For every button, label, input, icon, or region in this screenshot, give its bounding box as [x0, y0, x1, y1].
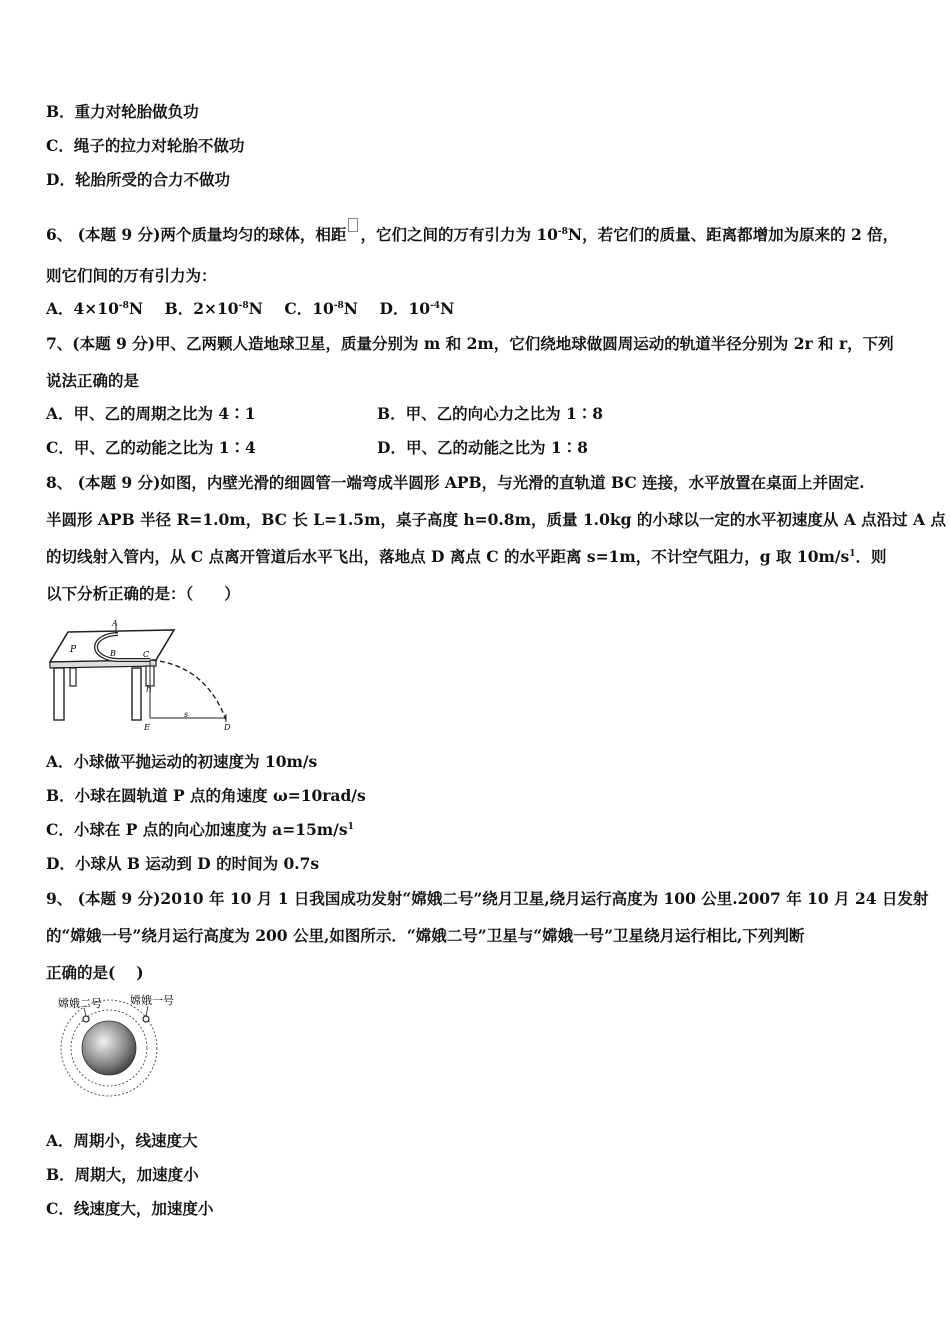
table-track-figure — [46, 620, 246, 735]
satellite-2-dot — [83, 1016, 89, 1022]
q8-option-a: A．小球做平抛运动的初速度为 10m/s — [46, 752, 318, 771]
label-c: C — [143, 650, 150, 659]
label-change2: 嫦娥二号 — [58, 997, 102, 1010]
q9-stem-line1: 9、 (本题 9 分)2010 年 10 月 1 日我国成功发射“嫦娥二号”绕月卫星,绕月运行高度为 100 公里.2007 年 10 月 24 日发射 — [46, 889, 929, 908]
q7-option-a: A．甲、乙的周期之比为 4∶1 — [46, 404, 256, 423]
q8-option-c: C．小球在 P 点的向心加速度为 $a=15m/s^1$ — [46, 820, 354, 839]
label-change1: 嫦娥一号 — [130, 994, 174, 1007]
q8-option-b: B．小球在圆轨道 P 点的角速度 ω=10rad/s — [46, 786, 366, 805]
q9-option-a: A．周期小，线速度大 — [46, 1131, 198, 1150]
q8-stem-line3: 的切线射入管内，从 C 点离开管道后水平飞出，落地点 D 离点 C 的水平距离 s=1m，不计空气阻力，g 取 $10m/s^1$．则 — [46, 547, 887, 566]
q6-stem-line1: 6、 (本题 9 分)两个质量均匀的球体，相距 ，它们之间的万有引力为 $10^{-8}N$，若它们的质量、距离都增加为原来的 2 倍， — [46, 218, 898, 245]
q8-stem-line2: 半圆形 APB 半径 R=1.0m，BC 长 L=1.5m，桌子高度 h=0.8m，质量 1.0kg 的小球以一定的水平初速度从 A 点沿过 A 点 — [46, 510, 946, 529]
q6-option-d: D．$10^{-4}N$ — [379, 299, 455, 318]
q5-option-d: D．轮胎所受的合力不做功 — [46, 170, 230, 189]
q6-option-b: B．$2\times 10^{-8}N$ — [164, 299, 263, 318]
q6-option-c: C．$10^{-8}N$ — [284, 299, 358, 318]
q9-option-b: B．周期大，加速度小 — [46, 1165, 199, 1184]
moon-orbit-figure — [54, 992, 184, 1112]
label-s: s — [184, 710, 189, 719]
q7-option-c: C．甲、乙的动能之比为 1∶4 — [46, 438, 256, 457]
q6-option-a: A．$4\times 10^{-8}N$ — [46, 299, 144, 318]
q5-option-b: B．重力对轮胎做负功 — [46, 102, 199, 121]
label-e: E — [144, 723, 150, 732]
q9-stem-line3: 正确的是( ) — [46, 963, 144, 982]
q7-stem-line2: 说法正确的是 — [46, 371, 140, 390]
label-h: h — [146, 685, 152, 695]
q8-option-d: D．小球从 B 运动到 D 的时间为 0.7s — [46, 854, 320, 873]
label-a: A — [112, 620, 118, 628]
q6-options — [46, 299, 454, 319]
q7-stem-line1: 7、(本题 9 分)甲、乙两颗人造地球卫星，质量分别为 m 和 2m，它们绕地球做圆周运动的轨道半径分别为 2r 和 r，下列 — [46, 334, 894, 353]
q9-option-c: C．线速度大，加速度小 — [46, 1199, 214, 1218]
q7-option-b: B．甲、乙的向心力之比为 1∶8 — [377, 404, 604, 423]
q9-stem-line2: 的“嫦娥一号”绕月运行高度为 200 公里,如图所示．“嫦娥二号”卫星与“嫦娥一号”卫星绕月运行相比,下列判断 — [46, 926, 805, 945]
label-p: P — [70, 645, 77, 655]
q5-option-c: C．绳子的拉力对轮胎不做功 — [46, 136, 245, 155]
q8-stem-line4: 以下分析正确的是：（ ） — [46, 584, 240, 603]
q8-stem-line1: 8、 (本题 9 分)如图，内壁光滑的细圆管一端弯成半圆形 APB，与光滑的直轨道 BC 连接，水平放置在桌面上并固定. — [46, 473, 865, 492]
label-d: D — [224, 723, 231, 732]
satellite-1-dot — [143, 1016, 149, 1022]
q6-stem-line2: 则它们间的万有引力为： — [46, 266, 217, 285]
q7-option-d: D．甲、乙的动能之比为 1∶8 — [377, 438, 588, 457]
label-b: B — [110, 649, 116, 658]
missing-formula-box — [348, 218, 358, 232]
